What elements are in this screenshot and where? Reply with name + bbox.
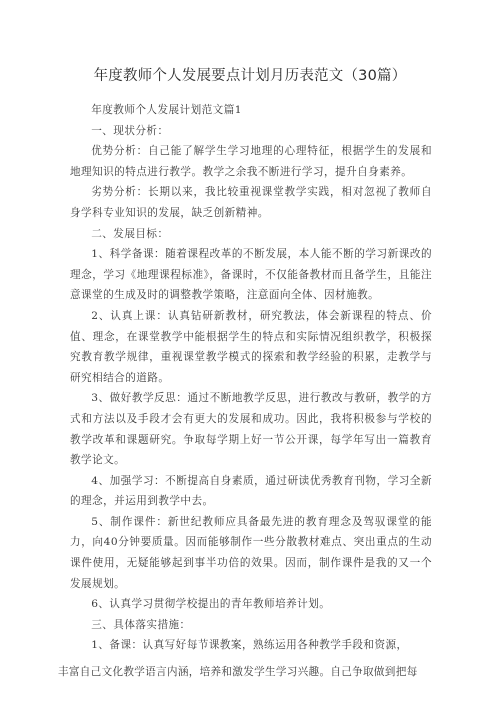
paragraph-goal-3: 3、做好教学反思：通过不断地教学反思，进行教改与教研，教学的方式和方法以及手段才会有更大的发展和成功。因此，我将积极参与学校的教学改革和课题研究。争取每学期上好一节公开课，每学年写出一篇教育教学论文。 — [70, 392, 432, 467]
document-title: 年度教师个人发展要点计划月历表范文（30篇） — [93, 68, 407, 84]
heading-status-analysis: 一、现状分析： — [91, 124, 169, 137]
paragraph-goal-4: 4、加强学习：不断提高自身素质，通过研读优秀教育刊物，学习全新的理念，并运用到教学中去。 — [70, 474, 432, 508]
paragraph-strengths: 优势分析：自己能了解学生学习地理的心理特征，根据学生的发展和地理知识的特点进行教学。教学之余我不断进行学习，提升自身素养。 — [70, 145, 432, 178]
continuation-line: 丰富自己文化教学语言内涵，培养和激发学生学习兴趣。自己争取做到把每 — [58, 666, 418, 678]
paragraph-goal-1: 1、科学备课：随着课程改革的不断发展，本人能不断的学习新课改的理念，学习《地理课程标准》，备课时，不仅能备教材而且备学生，且能注意课堂的生成及时的调整教学策略，注意面向全体、因材施教。 — [70, 248, 432, 302]
section-subtitle: 年度教师个人发展计划范文篇1 — [91, 104, 242, 116]
paragraph-goal-6: 6、认真学习贯彻学校提出的青年教师培养计划。 — [91, 598, 331, 611]
paragraph-measure-1: 1、备课：认真写好每节课教案，熟练运用各种教学手段和资源， — [91, 639, 408, 652]
paragraph-weaknesses: 劣势分析：长期以来，我比较重视课堂教学实践，相对忽视了教师自身学科专业知识的发展，缺乏创新精神。 — [70, 186, 432, 219]
heading-measures: 三、具体落实措施： — [91, 618, 191, 631]
heading-development-goals: 二、发展目标： — [91, 227, 169, 240]
document-body — [70, 100, 432, 656]
paragraph-goal-5: 5、制作课件：新世纪教师应具备最先进的教育理念及驾驭课堂的能力，向40分钟要质量。因而能够制作一些分散教材难点、突出重点的生动课件使用，无疑能够起到事半功倍的效果。因而，制作课件是我的又一个发展规划。 — [70, 515, 432, 590]
paragraph-goal-2: 2、认真上课：认真钻研新教材，研究教法，体会新课程的特点、价值、理念，在课堂教学中能根据学生的特点和实际情况组织教学，积极探究教育教学规律，重视课堂教学模式的探索和教学经验的积累，走教学与研究相结合的道路。 — [70, 309, 432, 384]
